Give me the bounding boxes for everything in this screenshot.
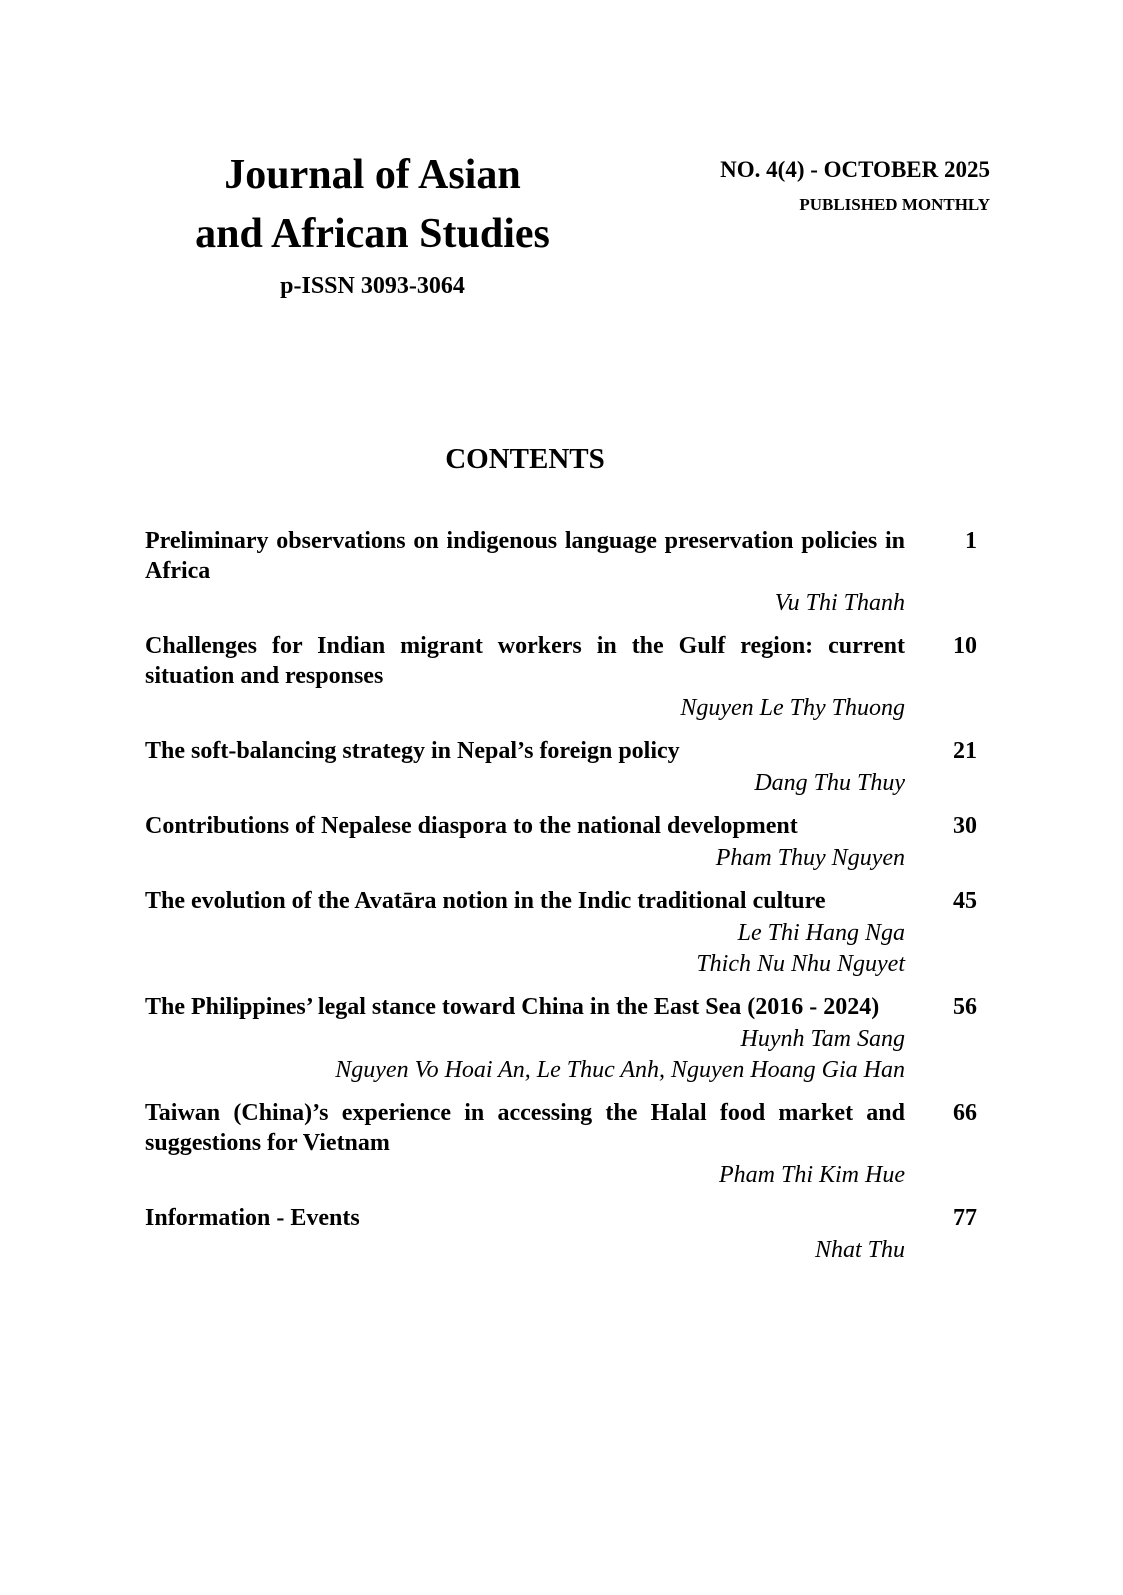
journal-title-line-1: Journal of Asian (224, 152, 521, 198)
article-title-line: Information - Events (145, 1205, 360, 1231)
author-name: Pham Thuy Nguyen (715, 845, 905, 871)
author-name: Pham Thi Kim Hue (719, 1162, 905, 1188)
issue-info (720, 157, 990, 215)
article-authors (145, 768, 905, 799)
article-title (145, 811, 905, 841)
author-name: Dang Thu Thuy (754, 770, 905, 796)
author-name: Nguyen Vo Hoai An, Le Thuc Anh, Nguyen Hoang Gia Han (335, 1057, 905, 1083)
article-authors (145, 1235, 905, 1266)
page-number: 45 (953, 888, 977, 914)
page-number: 1 (965, 528, 977, 554)
article-title-line: situation and responses (145, 663, 384, 689)
article-authors (145, 693, 905, 724)
article-title-line: Challenges for Indian migrant workers in the Gulf region: current (145, 633, 905, 659)
article-title-line: The Philippines’ legal stance toward China in the East Sea (2016 - 2024) (145, 994, 880, 1020)
article-authors (145, 1160, 905, 1191)
article-title-line: Contributions of Nepalese diaspora to the national development (145, 813, 798, 839)
toc-entry (145, 811, 977, 874)
author-name: Vu Thi Thanh (774, 590, 905, 616)
page-number: 21 (953, 738, 977, 764)
author-name: Nguyen Le Thy Thuong (680, 695, 905, 721)
publication-frequency: PUBLISHED MONTHLY (799, 195, 990, 214)
toc-entry (145, 886, 977, 980)
article-title-line: The evolution of the Avatāra notion in the Indic traditional culture (145, 888, 826, 914)
toc-entry (145, 992, 977, 1086)
author-name: Le Thi Hang Nga (737, 920, 905, 946)
article-title-line: suggestions for Vietnam (145, 1130, 390, 1156)
article-authors (145, 1024, 905, 1086)
toc-entry (145, 631, 977, 724)
article-authors (145, 843, 905, 874)
article-title (145, 736, 905, 766)
table-of-contents (145, 526, 977, 1278)
page-number: 77 (953, 1205, 977, 1231)
article-authors (145, 588, 905, 619)
article-title (145, 631, 905, 691)
toc-entry (145, 1098, 977, 1191)
page-number: 56 (953, 994, 977, 1020)
page-number: 10 (953, 633, 977, 659)
journal-masthead (150, 146, 595, 300)
toc-entry (145, 526, 977, 619)
article-title (145, 526, 905, 586)
article-title (145, 886, 905, 916)
issue-number: NO. 4(4) - OCTOBER 2025 (720, 157, 990, 182)
toc-entry (145, 736, 977, 799)
author-name: Thich Nu Nhu Nguyet (696, 951, 905, 977)
author-name: Nhat Thu (814, 1237, 905, 1263)
toc-entry (145, 1203, 977, 1266)
article-title-line: Taiwan (China)’s experience in accessing the Halal food market and (145, 1100, 905, 1126)
article-title-line: Africa (145, 558, 211, 584)
article-title-line: Preliminary observations on indigenous language preservation policies in (145, 528, 905, 554)
page-number: 30 (953, 813, 977, 839)
contents-heading: CONTENTS (445, 443, 605, 475)
page-number: 66 (953, 1100, 977, 1126)
article-title (145, 992, 905, 1022)
journal-title-line-2: and African Studies (195, 211, 550, 257)
author-name: Huynh Tam Sang (740, 1026, 905, 1052)
article-authors (145, 918, 905, 980)
article-title (145, 1203, 905, 1233)
article-title-line: The soft-balancing strategy in Nepal’s foreign policy (145, 738, 680, 764)
journal-issn: p-ISSN 3093-3064 (280, 273, 465, 299)
article-title (145, 1098, 905, 1158)
